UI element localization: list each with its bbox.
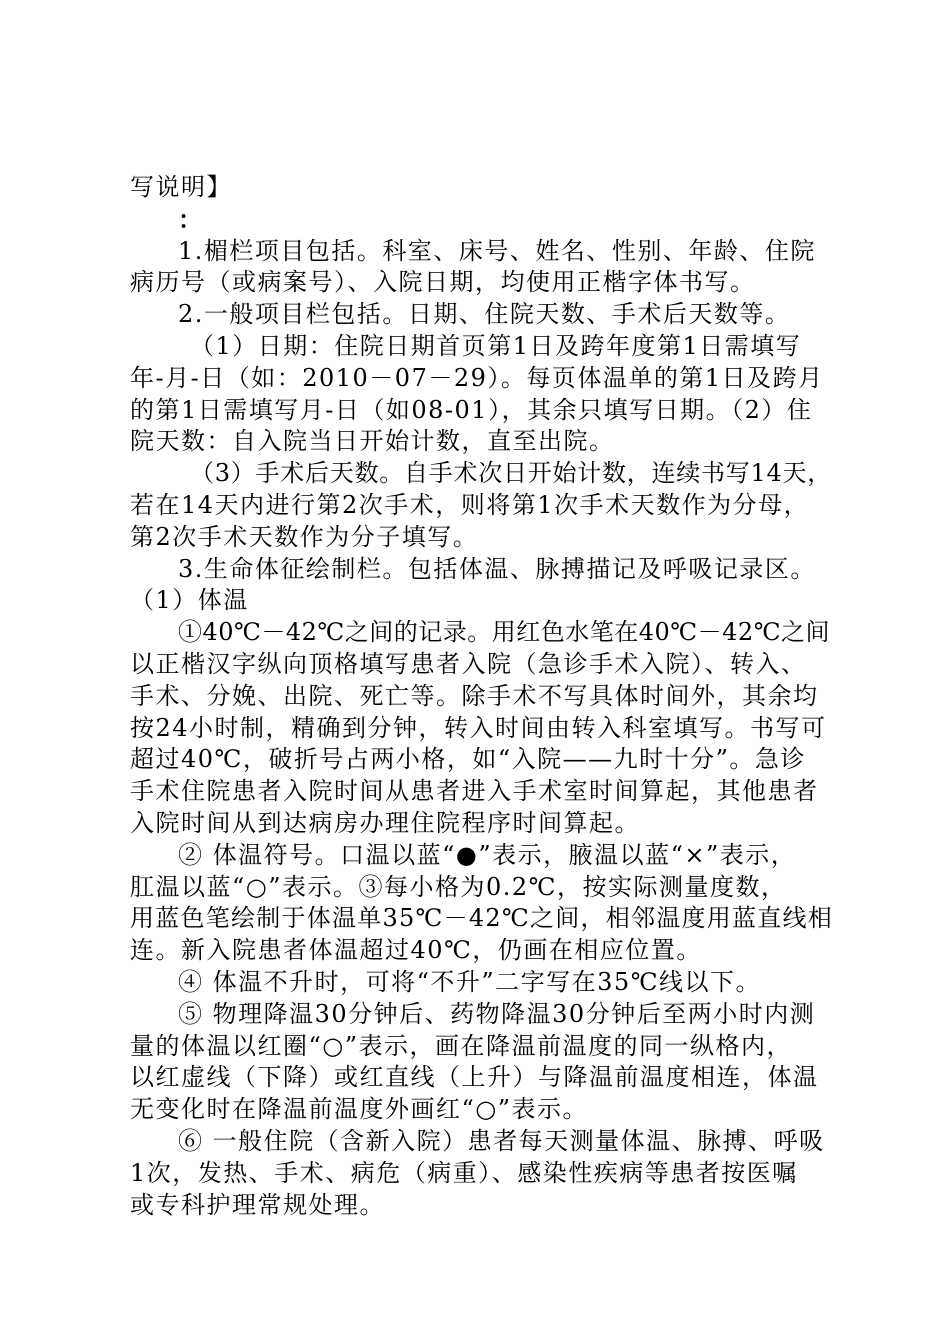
paragraph-line: 1次，发热、手术、病危（病重）、感染性疾病等患者按医嘱 (130, 1158, 798, 1187)
paragraph-line: 1.楣栏项目包括。科室、床号、姓名、性别、年龄、住院 (178, 236, 816, 265)
paragraph-line: ⑥ 一般住院（含新入院）患者每天测量体温、脉搏、呼吸 (178, 1126, 825, 1155)
paragraph-line: ⑤ 物理降温30分钟后、药物降温30分钟后至两小时内测 (178, 999, 816, 1028)
paragraph-line: 手术住院患者入院时间从患者进入手术室时间算起，其他患者 (130, 777, 819, 806)
paragraph-line: （3）手术后天数。自手术次日开始计数，连续书写14天， (190, 459, 833, 488)
paragraph-line: 病历号（或病案号）、入院日期，均使用正楷字体书写。 (130, 268, 756, 297)
paragraph-line: 超过40℃，破折号占两小格，如“入院——九时十分”。急诊 (130, 745, 806, 774)
paragraph-line: ④ 体温不升时，可将“不升”二字写在35℃线以下。 (178, 967, 762, 996)
paragraph-line: 用蓝色笔绘制于体温单35℃－42℃之间，相邻温度用蓝直线相 (130, 904, 834, 933)
paragraph-line: 入院时间从到达病房办理住院程序时间算起。 (130, 808, 640, 837)
heading-fragment: 写说明】 (130, 173, 232, 201)
paragraph-line: 第2次手术天数作为分子填写。 (130, 522, 479, 551)
paragraph-line: ①40℃－42℃之间的记录。用红色水笔在40℃－42℃之间 (178, 618, 831, 647)
paragraph-line: 的第1日需填写月-日（如08-01），其余只填写日期。（2）住 (130, 395, 813, 424)
paragraph-line: 按24小时制，精确到分钟，转入时间由转入科室填写。书写可 (130, 713, 827, 742)
paragraph-line: （1）体温 (130, 586, 249, 615)
paragraph-line: ② 体温符号。口温以蓝“●”表示，腋温以蓝“×”表示， (178, 840, 797, 869)
colon-line: ： (178, 204, 204, 234)
paragraph-line: 以红虚线（下降）或红直线（上升）与降温前温度相连，体温 (130, 1063, 819, 1092)
document-body (130, 172, 835, 1221)
paragraph-line: 3.生命体征绘制栏。包括体温、脉搏描记及呼吸记录区。 (178, 554, 816, 583)
paragraph-line: 肛温以蓝“○”表示。③每小格为0.2℃，按实际测量度数， (130, 872, 787, 901)
paragraph-line: 无变化时在降温前温度外画红“○”表示。 (130, 1095, 588, 1124)
paragraph-line: 年-月-日（如：2010－07－29）。每页体温单的第1日及跨月 (130, 363, 824, 392)
paragraph-line: 若在14天内进行第2次手术，则将第1次手术天数作为分母， (130, 490, 810, 519)
paragraph-line: 院天数：自入院当日开始计数，直至出院。 (130, 427, 615, 456)
paragraph-line: 连。新入院患者体温超过40℃，仍画在相应位置。 (130, 936, 702, 965)
paragraph-line: 或专科护理常规处理。 (130, 1190, 385, 1219)
paragraph-line: 量的体温以红圈“○”表示，画在降温前温度的同一纵格内， (130, 1031, 792, 1060)
paragraph-line: （1）日期：住院日期首页第1日及跨年度第1日需填写 (190, 331, 802, 360)
paragraph-line: 手术、分娩、出院、死亡等。除手术不写具体时间外，其余均 (130, 681, 819, 710)
paragraph-line: 以正楷汉字纵向顶格填写患者入院（急诊手术入院）、转入、 (130, 649, 807, 678)
paragraph-line: 2.一般项目栏包括。日期、住院天数、手术后天数等。 (178, 300, 791, 329)
